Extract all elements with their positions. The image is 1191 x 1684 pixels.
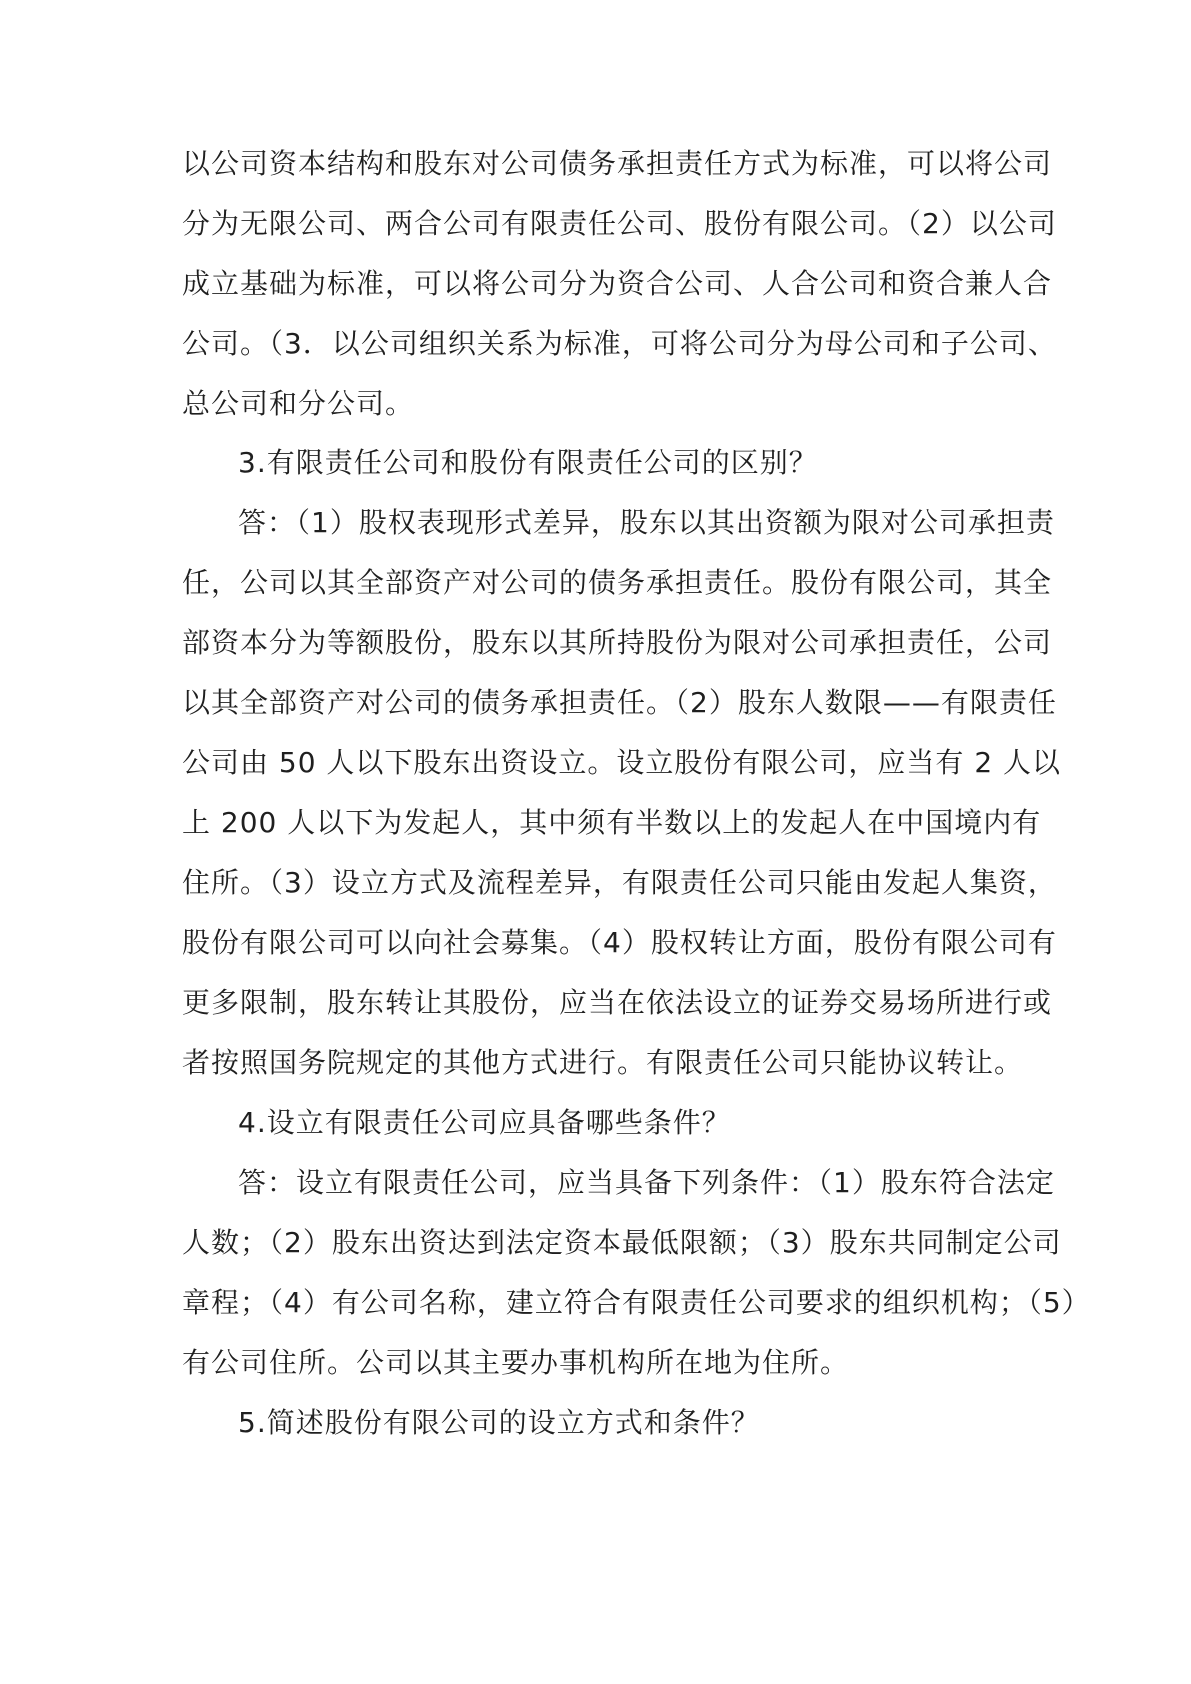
answer-line: 有公司住所。公司以其主要办事机构所在地为住所。: [182, 1346, 850, 1379]
paragraph-line: 成立基础为标准，可以将公司分为资合公司、人合公司和资合兼人合: [182, 267, 1053, 300]
paragraph-line: 分为无限公司、两合公司有限责任公司、股份有限公司。（2）以公司: [182, 207, 1057, 240]
answer-line: 者按照国务院规定的其他方式进行。有限责任公司只能协议转让。: [182, 1046, 1024, 1079]
question-heading: 4.设立有限责任公司应具备哪些条件？: [238, 1106, 731, 1139]
answer-line: 答：（1）股权表现形式差异，股东以其出资额为限对公司承担责: [238, 506, 1055, 539]
question-heading: 5.简述股份有限公司的设立方式和条件？: [238, 1406, 760, 1439]
answer-line: 住所。（3）设立方式及流程差异，有限责任公司只能由发起人集资，: [182, 866, 1057, 899]
paragraph-line: 以公司资本结构和股东对公司债务承担责任方式为标准，可以将公司: [182, 147, 1053, 180]
answer-line: 章程；（4）有公司名称，建立符合有限责任公司要求的组织机构；（5）: [182, 1286, 1091, 1319]
answer-line: 上 200 人以下为发起人，其中须有半数以上的发起人在中国境内有: [182, 806, 1042, 839]
paragraph-line: 公司。（3．以公司组织关系为标准，可将公司分为母公司和子公司、: [182, 327, 1057, 360]
answer-line: 部资本分为等额股份，股东以其所持股份为限对公司承担责任，公司: [182, 626, 1053, 659]
answer-line: 以其全部资产对公司的债务承担责任。（2）股东人数限——有限责任: [182, 686, 1057, 719]
question-heading: 3.有限责任公司和股份有限责任公司的区别？: [238, 446, 818, 479]
answer-line: 更多限制，股东转让其股份，应当在依法设立的证券交易场所进行或: [182, 986, 1053, 1019]
answer-line: 答：设立有限责任公司，应当具备下列条件：（1）股东符合法定: [238, 1166, 1055, 1199]
answer-line: 公司由 50 人以下股东出资设立。设立股份有限公司，应当有 2 人以: [182, 746, 1062, 779]
paragraph-line: 总公司和分公司。: [182, 387, 415, 420]
answer-line: 股份有限公司可以向社会募集。（4）股权转让方面，股份有限公司有: [182, 926, 1057, 959]
answer-line: 任，公司以其全部资产对公司的债务承担责任。股份有限公司，其全: [182, 566, 1053, 599]
answer-line: 人数；（2）股东出资达到法定资本最低限额；（3）股东共同制定公司: [182, 1226, 1062, 1259]
